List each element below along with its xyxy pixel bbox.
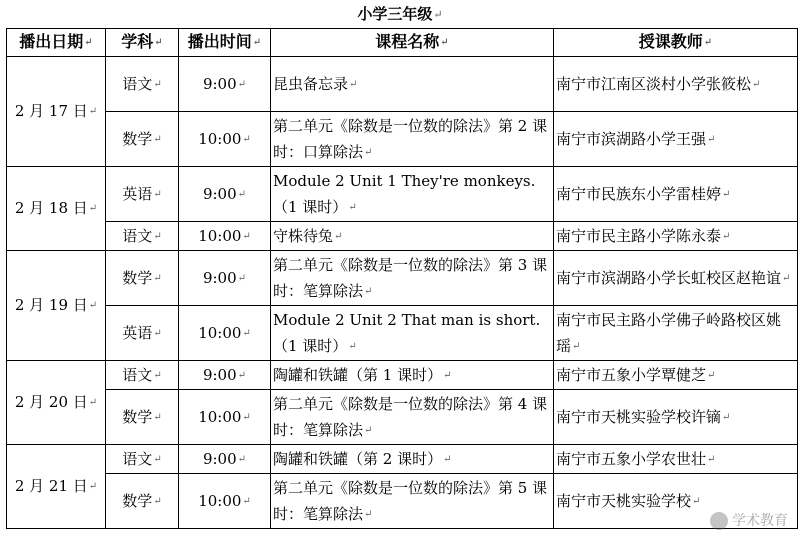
header-course: 课程名称↵	[271, 29, 554, 57]
subject-cell: 语文↵	[106, 361, 179, 390]
teacher-cell: 南宁市江南区淡村小学张筱松↵	[554, 57, 798, 112]
table-row	[7, 445, 798, 474]
subject-cell: 语文↵	[106, 445, 179, 474]
teacher-cell: 南宁市民主路小学陈永泰↵	[554, 222, 798, 251]
time-cell: 9:00↵	[179, 251, 271, 306]
course-cell: 第二单元《除数是一位数的除法》第 3 课时：笔算除法↵	[271, 251, 554, 306]
teacher-cell: 南宁市天桃实验学校许镝↵	[554, 390, 798, 445]
date-cell: 2 月 18 日↵	[7, 167, 106, 251]
table-row	[7, 251, 798, 306]
time-cell: 10:00↵	[179, 112, 271, 167]
course-cell: 陶罐和铁罐（第 2 课时）↵	[271, 445, 554, 474]
course-cell: Module 2 Unit 2 That man is short.（1 课时）↵	[271, 306, 554, 361]
subject-cell: 数学↵	[106, 112, 179, 167]
subject-cell: 英语↵	[106, 167, 179, 222]
course-cell: 第二单元《除数是一位数的除法》第 5 课时：笔算除法↵	[271, 474, 554, 529]
subject-cell: 数学↵	[106, 390, 179, 445]
time-cell: 9:00↵	[179, 445, 271, 474]
time-cell: 10:00↵	[179, 390, 271, 445]
subject-cell: 数学↵	[106, 474, 179, 529]
teacher-cell: 南宁市五象小学覃健芝↵	[554, 361, 798, 390]
teacher-cell: 南宁市天桃实验学校↵	[554, 474, 798, 529]
course-cell: 昆虫备忘录↵	[271, 57, 554, 112]
teacher-cell: 南宁市民族东小学雷桂婷↵	[554, 167, 798, 222]
table-row	[7, 361, 798, 390]
table-row	[7, 306, 798, 361]
header-row	[7, 29, 798, 57]
title-text: 小学三年级	[357, 5, 433, 23]
subject-cell: 语文↵	[106, 57, 179, 112]
course-cell: 第二单元《除数是一位数的除法》第 4 课时：笔算除法↵	[271, 390, 554, 445]
table-row	[7, 390, 798, 445]
course-cell: 陶罐和铁罐（第 1 课时）↵	[271, 361, 554, 390]
table-row	[7, 57, 798, 112]
date-cell: 2 月 19 日↵	[7, 251, 106, 361]
subject-cell: 语文↵	[106, 222, 179, 251]
teacher-cell: 南宁市五象小学农世壮↵	[554, 445, 798, 474]
schedule-table	[6, 28, 798, 529]
subject-cell: 英语↵	[106, 306, 179, 361]
course-cell: Module 2 Unit 1 They're monkeys.（1 课时）↵	[271, 167, 554, 222]
header-subject: 学科↵	[106, 29, 179, 57]
date-cell: 2 月 21 日↵	[7, 445, 106, 529]
watermark-text: 学术教育	[732, 513, 788, 529]
table-row	[7, 474, 798, 529]
subject-cell: 数学↵	[106, 251, 179, 306]
course-cell: 第二单元《除数是一位数的除法》第 2 课时：口算除法↵	[271, 112, 554, 167]
page-title	[0, 2, 800, 26]
time-cell: 9:00↵	[179, 167, 271, 222]
time-cell: 10:00↵	[179, 222, 271, 251]
time-cell: 10:00↵	[179, 306, 271, 361]
header-date: 播出日期↵	[7, 29, 106, 57]
table-row	[7, 222, 798, 251]
header-time: 播出时间↵	[179, 29, 271, 57]
header-teacher: 授课教师↵	[554, 29, 798, 57]
paragraph-mark-icon: ↵	[433, 8, 443, 21]
watermark-logo-icon	[710, 512, 728, 530]
watermark	[710, 510, 788, 530]
teacher-cell: 南宁市滨湖路小学王强↵	[554, 112, 798, 167]
date-cell: 2 月 17 日↵	[7, 57, 106, 167]
table-row	[7, 167, 798, 222]
teacher-cell: 南宁市民主路小学佛子岭路校区姚瑶↵	[554, 306, 798, 361]
time-cell: 9:00↵	[179, 361, 271, 390]
time-cell: 10:00↵	[179, 474, 271, 529]
time-cell: 9:00↵	[179, 57, 271, 112]
course-cell: 守株待兔↵	[271, 222, 554, 251]
teacher-cell: 南宁市滨湖路小学长虹校区赵艳谊↵	[554, 251, 798, 306]
table-row	[7, 112, 798, 167]
date-cell: 2 月 20 日↵	[7, 361, 106, 445]
